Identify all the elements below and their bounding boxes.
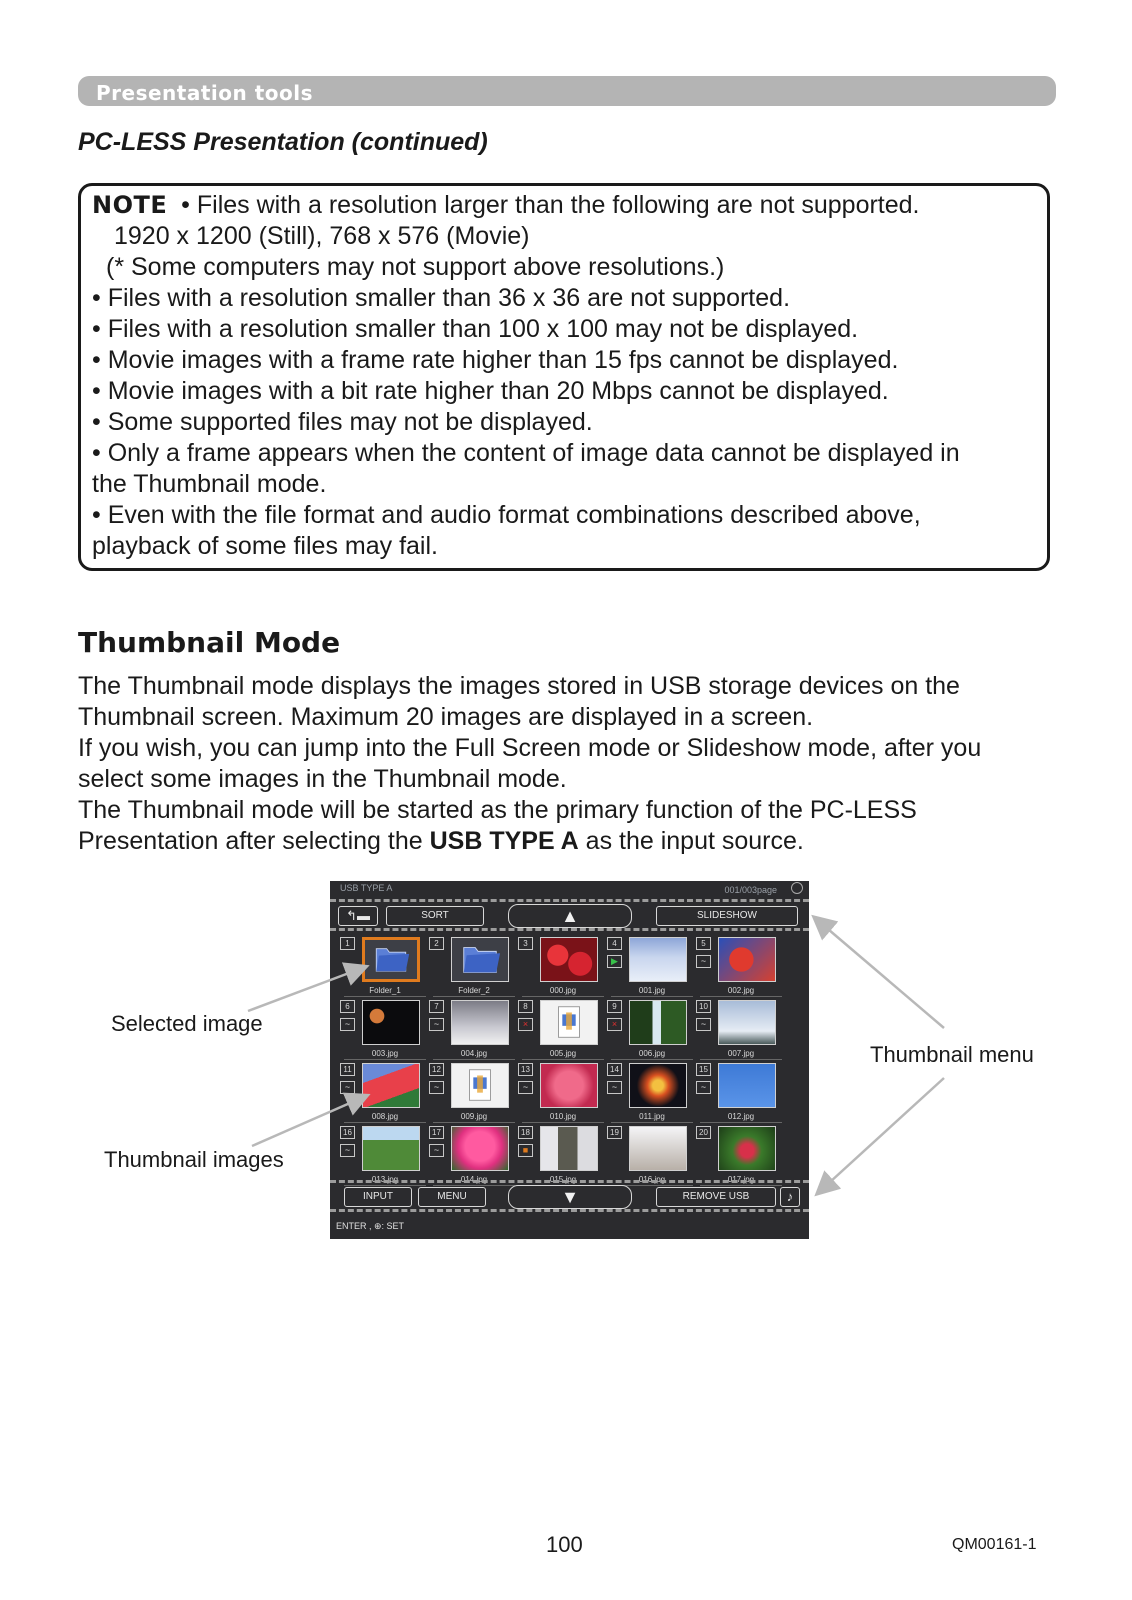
section-heading: Thumbnail Mode xyxy=(78,626,341,659)
body-line: The Thumbnail mode will be started as the primary function of the PC-LESS xyxy=(78,796,917,824)
note-line: the Thumbnail mode. xyxy=(92,470,327,498)
page-up-button[interactable]: ▲ xyxy=(508,904,632,928)
remove-usb-button[interactable]: REMOVE USB xyxy=(656,1187,776,1207)
section-title: Presentation tools xyxy=(96,81,314,105)
file-type-icon: ~ xyxy=(429,1144,444,1157)
file-type-icon: ~ xyxy=(607,1081,622,1094)
body-line: Thumbnail screen. Maximum 20 images are displayed in a screen. xyxy=(78,703,814,731)
thumbnail-number: 4 xyxy=(607,937,622,950)
thumbnail-number: 15 xyxy=(696,1063,711,1076)
thumbnail-filename: 016.jpg xyxy=(611,1174,693,1186)
music-button[interactable]: ♪ xyxy=(780,1187,800,1207)
note-line: • Files with a resolution smaller than 36 x 36 are not supported. xyxy=(92,284,791,312)
page-number: 100 xyxy=(546,1532,583,1557)
thumbnail-number: 20 xyxy=(696,1126,711,1139)
thumbnail-number: 11 xyxy=(340,1063,355,1076)
document-code: QM00161-1 xyxy=(952,1536,1037,1553)
thumbnail-filename: 009.jpg xyxy=(433,1111,515,1123)
thumbnail-number: 14 xyxy=(607,1063,622,1076)
note-line: • Only a frame appears when the content of image data cannot be displayed in xyxy=(92,439,960,467)
note-line: playback of some files may fail. xyxy=(92,532,438,560)
file-type-icon: ▶ xyxy=(607,955,622,968)
thumbnail-filename: 017.jpg xyxy=(700,1174,782,1186)
thumbnail-number: 16 xyxy=(340,1126,355,1139)
thumbnail-number: 5 xyxy=(696,937,711,950)
file-type-icon: ~ xyxy=(696,1081,711,1094)
thumbnail-filename: Folder_2 xyxy=(433,985,515,997)
note-line: • Some supported files may not be displayed. xyxy=(92,408,593,436)
thumbnail-filename: 014.jpg xyxy=(433,1174,515,1186)
file-type-icon: × xyxy=(518,1018,533,1031)
up-folder-icon: ↰▬ xyxy=(346,908,370,923)
thumbnail-number: 19 xyxy=(607,1126,622,1139)
thumbnail-number: 6 xyxy=(340,1000,355,1013)
thumbnail-menu-callout: Thumbnail menu xyxy=(870,1042,1034,1067)
thumbnail-number: 17 xyxy=(429,1126,444,1139)
body-line: select some images in the Thumbnail mode. xyxy=(78,765,567,793)
thumbnail-filename: 008.jpg xyxy=(344,1111,426,1123)
note-line: • Movie images with a frame rate higher than 15 fps cannot be displayed. xyxy=(92,346,899,374)
key-hint: ENTER , ⊕: SET xyxy=(336,1221,405,1231)
thumbnail-filename: 013.jpg xyxy=(344,1174,426,1186)
thumbnail-number: 7 xyxy=(429,1000,444,1013)
file-type-icon: ~ xyxy=(518,1081,533,1094)
thumbnail-filename: 002.jpg xyxy=(700,985,782,997)
body-text-span: as the input source. xyxy=(578,827,804,855)
note-line: (* Some computers may not support above resolutions.) xyxy=(106,253,725,281)
thumbnail-filename: 015.jpg xyxy=(522,1174,604,1186)
thumbnail-number: 3 xyxy=(518,937,533,950)
thumbnail-menu-arrow-bottom xyxy=(818,1078,944,1193)
thumbnail-images-arrow xyxy=(252,1096,366,1146)
menu-button[interactable]: MENU xyxy=(418,1187,486,1207)
thumbnail-filename: 003.jpg xyxy=(344,1048,426,1060)
file-type-icon: ~ xyxy=(340,1081,355,1094)
thumbnail-number: 10 xyxy=(696,1000,711,1013)
page-indicator: 001/003page xyxy=(724,885,777,895)
thumbnail-filename: 011.jpg xyxy=(611,1111,693,1123)
thumbnail-number: 13 xyxy=(518,1063,533,1076)
file-type-icon: ~ xyxy=(340,1144,355,1157)
note-line: • Movie images with a bit rate higher than 20 Mbps cannot be displayed. xyxy=(92,377,889,405)
thumbnail-filename: 001.jpg xyxy=(611,985,693,997)
thumbnail-filename: 012.jpg xyxy=(700,1111,782,1123)
selected-image-arrow xyxy=(248,967,365,1011)
thumbnail-filename: 004.jpg xyxy=(433,1048,515,1060)
thumbnail-number: 1 xyxy=(340,937,355,950)
input-button[interactable]: INPUT xyxy=(344,1187,412,1207)
thumbnail-number: 8 xyxy=(518,1000,533,1013)
thumbnail-filename: 007.jpg xyxy=(700,1048,782,1060)
thumbnail-filename: 000.jpg xyxy=(522,985,604,997)
note-line: • Files with a resolution larger than the following are not supported. xyxy=(181,191,920,219)
file-type-icon: ~ xyxy=(340,1018,355,1031)
thumbnail-filename: 005.jpg xyxy=(522,1048,604,1060)
body-line: The Thumbnail mode displays the images stored in USB storage devices on the xyxy=(78,672,960,700)
note-line: • Files with a resolution smaller than 100 x 100 may not be displayed. xyxy=(92,315,859,343)
thumbnail-number: 9 xyxy=(607,1000,622,1013)
body-line: If you wish, you can jump into the Full Screen mode or Slideshow mode, after you xyxy=(78,734,982,762)
thumbnail-number: 12 xyxy=(429,1063,444,1076)
thumbnail-number: 2 xyxy=(429,937,444,950)
thumbnail-menu-arrow-top xyxy=(815,918,944,1028)
note-label: NOTE xyxy=(92,191,168,219)
usb-type-a-emphasis: USB TYPE A xyxy=(429,827,579,855)
file-type-icon: ~ xyxy=(429,1081,444,1094)
note-line: 1920 x 1200 (Still), 768 x 576 (Movie) xyxy=(114,222,530,250)
slideshow-button[interactable]: SLIDESHOW xyxy=(656,906,798,926)
file-type-icon: ■ xyxy=(518,1144,533,1157)
thumbnail-filename: 006.jpg xyxy=(611,1048,693,1060)
file-type-icon: ~ xyxy=(429,1018,444,1031)
thumbnail-images-callout: Thumbnail images xyxy=(104,1147,284,1172)
file-type-icon: ~ xyxy=(696,1018,711,1031)
file-type-icon: × xyxy=(607,1018,622,1031)
page-down-button[interactable]: ▼ xyxy=(508,1185,632,1209)
input-source-label: USB TYPE A xyxy=(340,883,393,893)
page-subtitle: PC-LESS Presentation (continued) xyxy=(78,128,488,156)
thumbnail-filename: 010.jpg xyxy=(522,1111,604,1123)
note-line: • Even with the file format and audio format combinations described above, xyxy=(92,501,921,529)
thumbnail-filename: Folder_1 xyxy=(344,985,426,997)
sort-button[interactable]: SORT xyxy=(386,906,484,926)
file-type-icon: ~ xyxy=(696,955,711,968)
selected-image-callout: Selected image xyxy=(111,1011,263,1036)
body-text-span: Presentation after selecting the xyxy=(78,827,430,855)
thumbnail-number: 18 xyxy=(518,1126,533,1139)
